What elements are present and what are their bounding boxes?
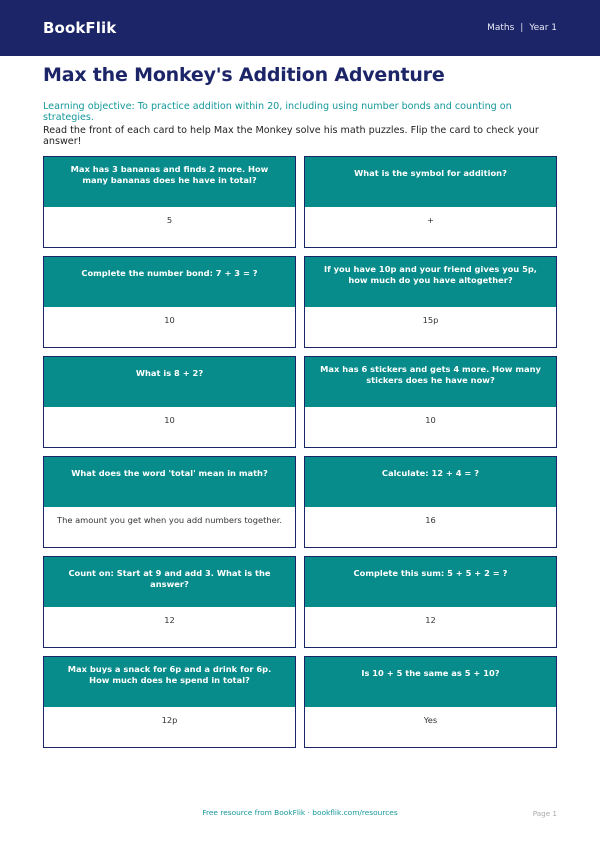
breadcrumb-year: Year 1: [529, 23, 557, 33]
card-front: Is 10 + 5 the same as 5 + 10?: [305, 657, 556, 707]
flashcard[interactable]: [43, 256, 296, 348]
card-front: What is 8 + 2?: [44, 357, 295, 407]
card-back: 15p: [422, 315, 439, 325]
card-front: Max has 3 bananas and finds 2 more. How many bananas does he have in total?: [44, 157, 295, 207]
brand-logo[interactable]: BookFlik: [43, 19, 117, 37]
card-back: 10: [164, 315, 175, 325]
flashcard-grid: [43, 156, 557, 748]
instructions-text: Read the front of each card to help Max the Monkey solve his math puzzles. Flip the card to check your answer!: [43, 125, 539, 147]
card-front: Complete the number bond: 7 + 3 = ?: [44, 257, 295, 307]
flashcard[interactable]: [43, 356, 296, 448]
flashcard[interactable]: [304, 556, 557, 648]
card-back: Yes: [423, 715, 438, 725]
card-back: The amount you get when you add numbers together.: [57, 515, 282, 525]
flashcard[interactable]: [43, 656, 296, 748]
card-front: Count on: Start at 9 and add 3. What is the answer?: [44, 557, 295, 607]
card-front: Complete this sum: 5 + 5 + 2 = ?: [305, 557, 556, 607]
card-back: 12: [164, 615, 175, 625]
page-number: Page 1: [532, 809, 557, 818]
footer-link[interactable]: Free resource from BookFlik · bookflik.com/resources: [202, 808, 398, 817]
page-header: [0, 0, 600, 56]
card-front: What does the word 'total' mean in math?: [44, 457, 295, 507]
flashcard[interactable]: [304, 256, 557, 348]
card-front: If you have 10p and your friend gives you 5p, how much do you have altogether?: [305, 257, 556, 307]
card-back: 16: [425, 515, 436, 525]
card-front: Max has 6 stickers and gets 4 more. How many stickers does he have now?: [305, 357, 556, 407]
flashcard[interactable]: [43, 456, 296, 548]
flashcard[interactable]: [304, 656, 557, 748]
card-front: What is the symbol for addition?: [305, 157, 556, 207]
breadcrumb-separator: |: [520, 23, 524, 33]
breadcrumb-subject: Maths: [487, 23, 515, 33]
card-back: 12: [425, 615, 436, 625]
card-back: 5: [166, 215, 173, 225]
breadcrumb: [487, 23, 557, 33]
flashcard[interactable]: [304, 456, 557, 548]
learning-objective: Learning objective: To practice addition within 20, including using number bonds and counting on strategies.: [43, 101, 512, 123]
card-back: 12p: [161, 715, 178, 725]
flashcard[interactable]: [304, 356, 557, 448]
card-front: Calculate: 12 + 4 = ?: [305, 457, 556, 507]
card-back: 10: [425, 415, 436, 425]
flashcard[interactable]: [43, 156, 296, 248]
flashcard[interactable]: [304, 156, 557, 248]
page-title: Max the Monkey's Addition Adventure: [43, 64, 445, 86]
card-back: +: [427, 215, 434, 225]
card-front: Max buys a snack for 6p and a drink for 6p. How much does he spend in total?: [44, 657, 295, 707]
flashcard[interactable]: [43, 556, 296, 648]
card-back: 10: [164, 415, 175, 425]
